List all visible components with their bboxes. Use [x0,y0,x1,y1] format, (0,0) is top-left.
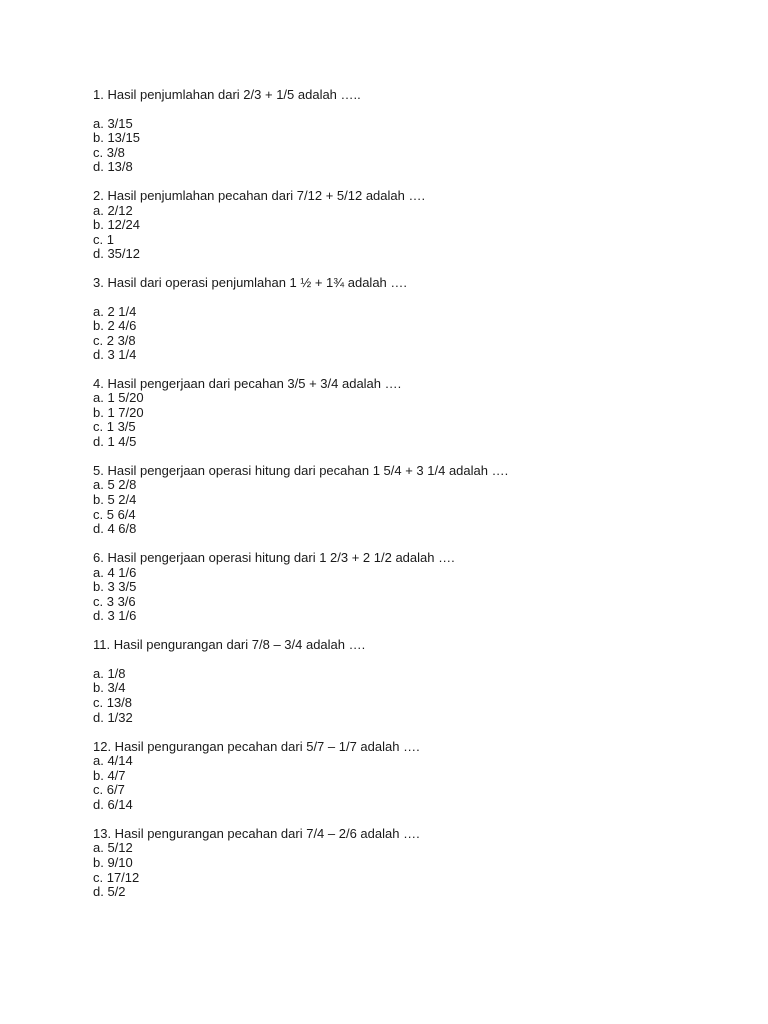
option-4d: d. 1 4/5 [93,434,137,449]
option-12b: b. 4/7 [93,768,126,783]
option-5a: a. 5 2/8 [93,477,137,492]
option-3a: a. 2 1/4 [93,304,137,319]
option-1d: d. 13/8 [93,159,133,174]
option-13d: d. 5/2 [93,884,126,899]
option-2a: a. 2/12 [93,203,133,218]
option-6a: a. 4 1/6 [93,565,137,580]
option-11c: c. 13/8 [93,695,133,710]
question-11: 11. Hasil pengurangan dari 7/8 – 3/4 adalah …. [93,637,366,652]
option-3c: c. 2 3/8 [93,333,136,348]
option-1a: a. 3/15 [93,116,133,131]
option-6b: b. 3 3/5 [93,579,137,594]
option-4a: a. 1 5/20 [93,390,144,405]
option-6d: d. 3 1/6 [93,608,137,623]
question-13: 13. Hasil pengurangan pecahan dari 7/4 – 2/6 adalah …. [93,826,420,841]
question-6: 6. Hasil pengerjaan operasi hitung dari 1 2/3 + 2 1/2 adalah …. [93,550,455,565]
option-11b: b. 3/4 [93,680,126,695]
option-5b: b. 5 2/4 [93,492,137,507]
question-4: 4. Hasil pengerjaan dari pecahan 3/5 + 3/4 adalah …. [93,376,402,391]
option-12d: d. 6/14 [93,797,133,812]
option-3b: b. 2 4/6 [93,318,137,333]
option-12a: a. 4/14 [93,753,133,768]
question-5: 5. Hasil pengerjaan operasi hitung dari pecahan 1 5/4 + 3 1/4 adalah …. [93,463,509,478]
question-2: 2. Hasil penjumlahan pecahan dari 7/12 + 5/12 adalah …. [93,188,426,203]
option-5d: d. 4 6/8 [93,521,137,536]
option-1b: b. 13/15 [93,130,140,145]
question-1: 1. Hasil penjumlahan dari 2/3 + 1/5 adalah ….. [93,87,361,102]
option-2d: d. 35/12 [93,246,140,261]
option-11a: a. 1/8 [93,666,126,681]
option-13a: a. 5/12 [93,840,133,855]
option-12c: c. 6/7 [93,782,125,797]
question-12: 12. Hasil pengurangan pecahan dari 5/7 – 1/7 adalah …. [93,739,420,754]
option-13b: b. 9/10 [93,855,133,870]
option-2b: b. 12/24 [93,217,140,232]
question-3: 3. Hasil dari operasi penjumlahan 1 ½ + 1¾ adalah …. [93,275,407,290]
option-5c: c. 5 6/4 [93,507,136,522]
option-6c: c. 3 3/6 [93,594,136,609]
option-4c: c. 1 3/5 [93,419,136,434]
option-1c: c. 3/8 [93,145,125,160]
option-4b: b. 1 7/20 [93,405,144,420]
option-3d: d. 3 1/4 [93,347,137,362]
option-2c: c. 1 [93,232,114,247]
option-11d: d. 1/32 [93,710,133,725]
option-13c: c. 17/12 [93,870,140,885]
